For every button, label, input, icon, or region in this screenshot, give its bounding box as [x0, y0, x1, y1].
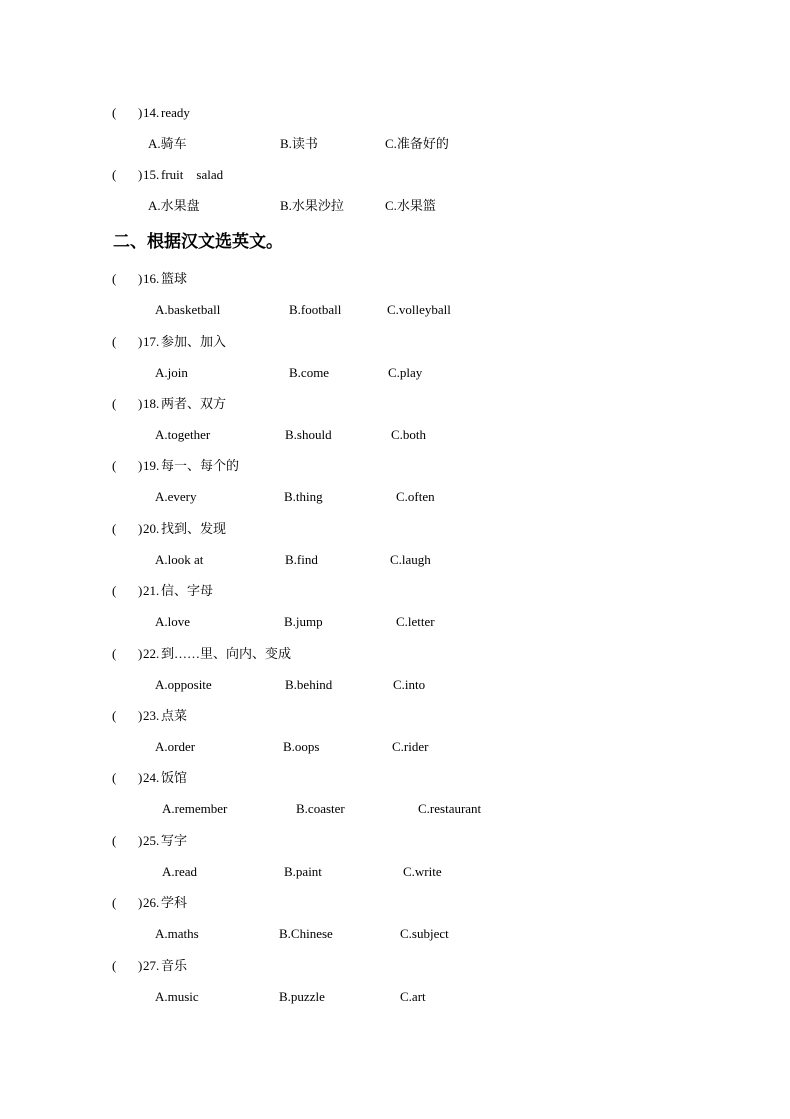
section-two-heading: 二、根据汉文选英文。 [113, 232, 283, 252]
option-a: A.骑车 [148, 136, 187, 151]
answer-paren-open: ( [112, 458, 117, 473]
answer-paren-close: ) [138, 646, 143, 661]
option-c: C.letter [396, 614, 435, 629]
answer-paren-open: ( [112, 646, 117, 661]
question-prompt: 学科 [161, 895, 188, 910]
question-number: 21. [143, 583, 160, 598]
answer-paren-open: ( [112, 167, 117, 182]
question-number: 24. [143, 770, 160, 785]
option-a: A.basketball [155, 302, 221, 317]
question-prompt: fruit salad [161, 167, 224, 182]
option-a: A.order [155, 739, 196, 754]
answer-paren-close: ) [138, 167, 143, 182]
question-prompt: 每一、每个的 [161, 458, 240, 473]
option-a: A.read [162, 864, 198, 879]
question-number: 26. [143, 895, 160, 910]
option-b: B.水果沙拉 [280, 198, 344, 213]
option-b: B.puzzle [279, 989, 325, 1004]
answer-paren-open: ( [112, 770, 117, 785]
option-b: B.thing [284, 489, 323, 504]
question-prompt: 参加、加入 [161, 334, 227, 349]
option-c: C.rider [392, 739, 429, 754]
answer-paren-open: ( [112, 396, 117, 411]
answer-paren-close: ) [138, 271, 143, 286]
question-prompt: 找到、发现 [161, 521, 227, 536]
question-number: 16. [143, 271, 160, 286]
option-c: C.art [400, 989, 426, 1004]
option-c: C.both [391, 427, 427, 442]
option-a: A.music [155, 989, 199, 1004]
answer-paren-close: ) [138, 895, 143, 910]
option-b: B.Chinese [279, 926, 333, 941]
option-c: C.准备好的 [385, 136, 449, 151]
question-prompt: 饭馆 [161, 770, 188, 785]
option-b: B.football [289, 302, 342, 317]
option-b: B.behind [285, 677, 333, 692]
option-c: C.write [403, 864, 442, 879]
answer-paren-open: ( [112, 958, 117, 973]
answer-paren-close: ) [138, 958, 143, 973]
option-c: C.into [393, 677, 426, 692]
option-c: C.often [396, 489, 435, 504]
question-prompt: 两者、双方 [161, 396, 227, 411]
answer-paren-close: ) [138, 583, 143, 598]
answer-paren-open: ( [112, 334, 117, 349]
option-b: B.paint [284, 864, 322, 879]
question-number: 23. [143, 708, 160, 723]
answer-paren-close: ) [138, 521, 143, 536]
option-a: A.水果盘 [148, 198, 200, 213]
question-prompt: 音乐 [161, 958, 188, 973]
question-number: 22. [143, 646, 160, 661]
question-prompt: ready [161, 105, 190, 120]
answer-paren-close: ) [138, 708, 143, 723]
question-number: 14. [143, 105, 160, 120]
option-a: A.look at [155, 552, 204, 567]
option-b: B.oops [283, 739, 320, 754]
option-c: C.laugh [390, 552, 431, 567]
option-c: C.play [388, 365, 423, 380]
option-a: A.every [155, 489, 197, 504]
answer-paren-close: ) [138, 770, 143, 785]
question-prompt: 篮球 [161, 271, 188, 286]
answer-paren-close: ) [138, 458, 143, 473]
question-number: 18. [143, 396, 160, 411]
question-number: 27. [143, 958, 160, 973]
question-prompt: 点菜 [161, 708, 188, 723]
answer-paren-open: ( [112, 708, 117, 723]
option-a: A.remember [162, 801, 228, 816]
question-number: 25. [143, 833, 160, 848]
option-b: B.come [289, 365, 330, 380]
answer-paren-close: ) [138, 105, 143, 120]
option-c: C.subject [400, 926, 449, 941]
option-a: A.opposite [155, 677, 212, 692]
option-a: A.together [155, 427, 211, 442]
option-b: B.coaster [296, 801, 345, 816]
answer-paren-close: ) [138, 396, 143, 411]
option-a: A.love [155, 614, 191, 629]
option-b: B.should [285, 427, 332, 442]
option-c: C.水果篮 [385, 198, 436, 213]
question-number: 17. [143, 334, 160, 349]
answer-paren-open: ( [112, 895, 117, 910]
question-number: 20. [143, 521, 160, 536]
question-prompt: 写字 [161, 833, 188, 848]
question-number: 15. [143, 167, 160, 182]
option-c: C.restaurant [418, 801, 482, 816]
answer-paren-open: ( [112, 583, 117, 598]
question-number: 19. [143, 458, 160, 473]
answer-paren-close: ) [138, 334, 143, 349]
option-b: B.jump [284, 614, 323, 629]
answer-paren-open: ( [112, 271, 117, 286]
question-prompt: 信、字母 [161, 583, 214, 598]
answer-paren-close: ) [138, 833, 143, 848]
option-b: B.find [285, 552, 318, 567]
option-a: A.maths [155, 926, 199, 941]
question-prompt: 到……里、向内、变成 [161, 646, 292, 661]
answer-paren-open: ( [112, 105, 117, 120]
option-c: C.volleyball [387, 302, 451, 317]
answer-paren-open: ( [112, 833, 117, 848]
option-a: A.join [155, 365, 188, 380]
answer-paren-open: ( [112, 521, 117, 536]
option-b: B.读书 [280, 136, 318, 151]
